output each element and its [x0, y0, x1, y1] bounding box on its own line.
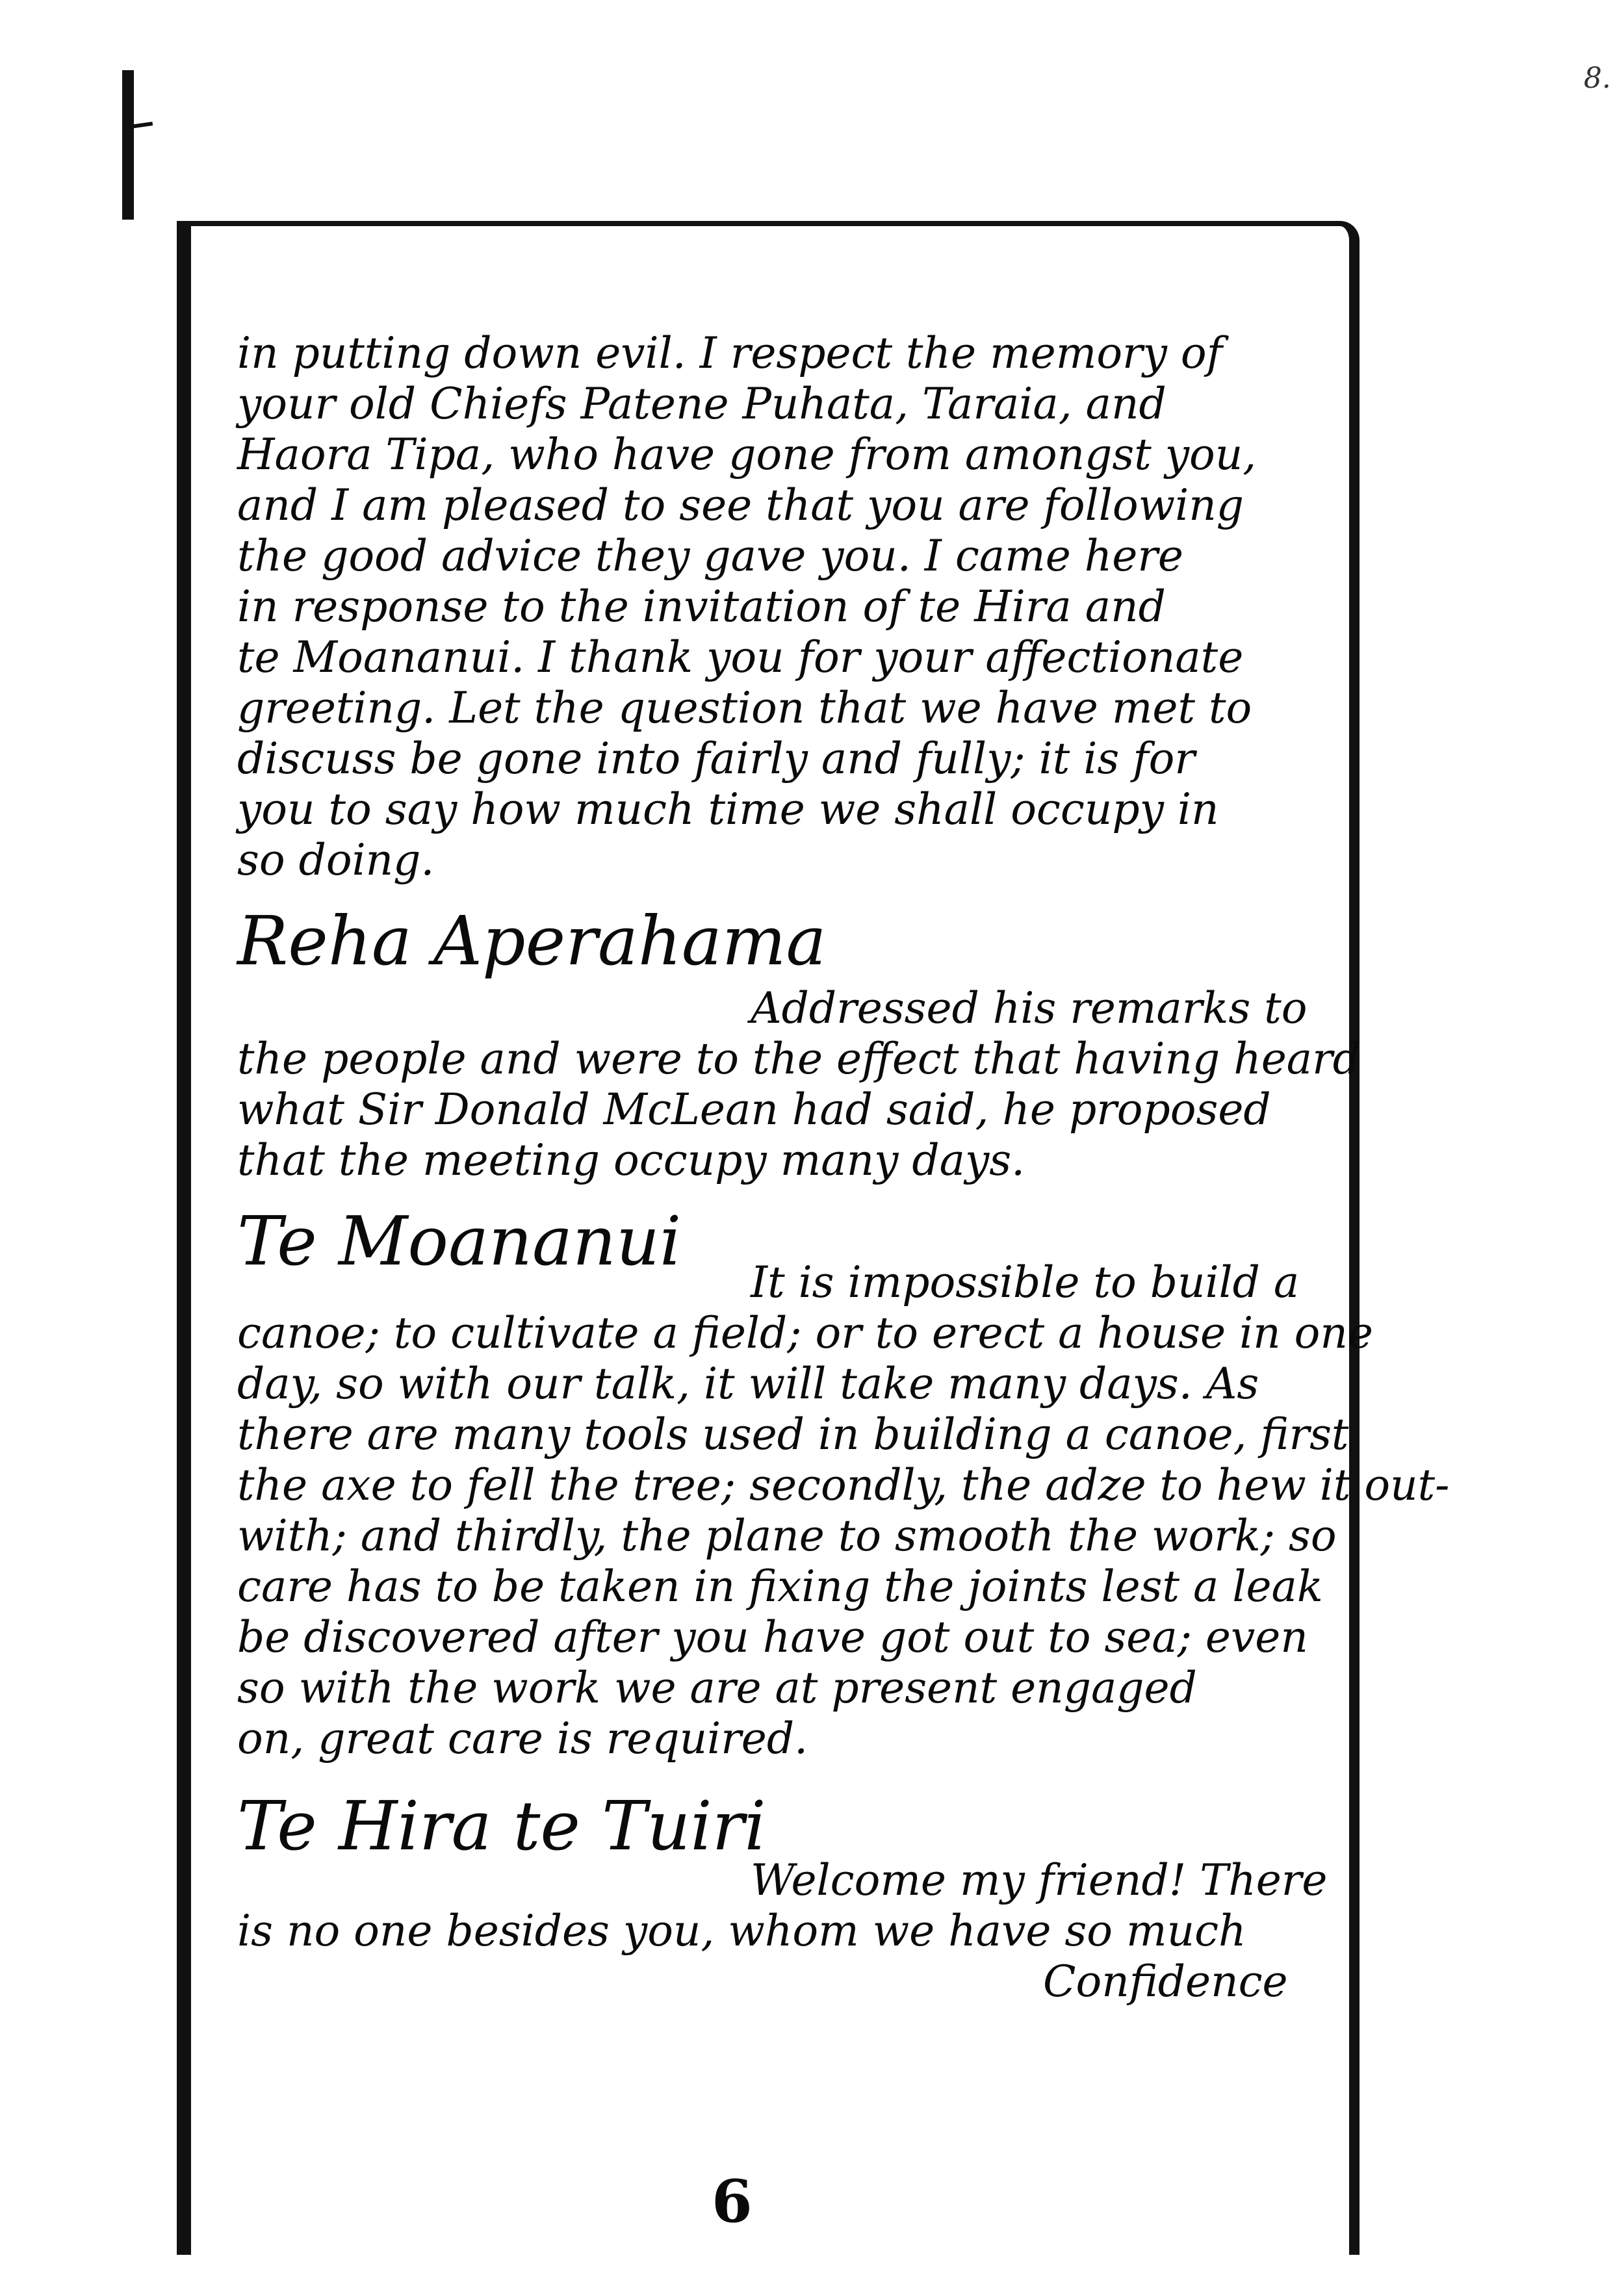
text-line: It is impossible to build a	[751, 1257, 1300, 1307]
text-line: Addressed his remarks to	[751, 983, 1308, 1033]
text-line: so with the work we are at present engaged	[237, 1663, 1197, 1713]
text-line: that the meeting occupy many days.	[237, 1135, 1025, 1185]
text-line: greeting. Let the question that we have met to	[237, 683, 1252, 733]
text-line: te Moananui. I thank you for your affectionate	[237, 632, 1244, 682]
text-line: the good advice they gave you. I came here	[237, 531, 1183, 581]
text-line: the axe to fell the tree; secondly, the adze to hew it out-	[237, 1460, 1450, 1510]
text-line: so doing.	[237, 835, 435, 885]
text-line: is no one besides you, whom we have so much	[237, 1906, 1246, 1956]
speaker-heading: Te Hira te Tuiri	[237, 1786, 766, 1866]
page-number: 6	[712, 2167, 753, 2236]
text-line: there are many tools used in building a canoe, first	[237, 1409, 1349, 1459]
text-line: care has to be taken in fixing the joints lest a leak	[237, 1561, 1323, 1612]
text-line: day, so with our talk, it will take many days. As	[237, 1359, 1259, 1409]
binding-bar	[122, 70, 134, 220]
speaker-heading: Reha Aperahama	[237, 901, 827, 981]
text-line: Welcome my friend! There	[751, 1855, 1328, 1905]
page-corner-mark: 8.	[1584, 62, 1611, 95]
text-line: you to say how much time we shall occupy in	[237, 784, 1219, 834]
text-line: on, great care is required.	[237, 1714, 808, 1764]
text-line: canoe; to cultivate a field; or to erect a house in one	[237, 1308, 1373, 1358]
text-line: with; and thirdly, the plane to smooth the work; so	[237, 1511, 1337, 1561]
speaker-heading: Te Moananui	[237, 1201, 682, 1281]
manuscript-body	[237, 328, 1450, 2007]
text-line: in putting down evil. I respect the memory of	[237, 328, 1223, 378]
text-line: your old Chiefs Patene Puhata, Taraia, and	[237, 379, 1166, 429]
text-line: Haora Tipa, who have gone from amongst you,	[237, 430, 1257, 480]
text-line: and I am pleased to see that you are following	[237, 480, 1244, 530]
text-line: what Sir Donald McLean had said, he proposed	[237, 1085, 1271, 1135]
text-line: discuss be gone into fairly and fully; it is for	[237, 734, 1195, 784]
catchword: Confidence	[1043, 1957, 1288, 2007]
text-line: the people and were to the effect that having heard	[237, 1034, 1360, 1084]
text-line: in response to the invitation of te Hira and	[237, 582, 1166, 632]
text-line: be discovered after you have got out to sea; even	[237, 1612, 1308, 1662]
